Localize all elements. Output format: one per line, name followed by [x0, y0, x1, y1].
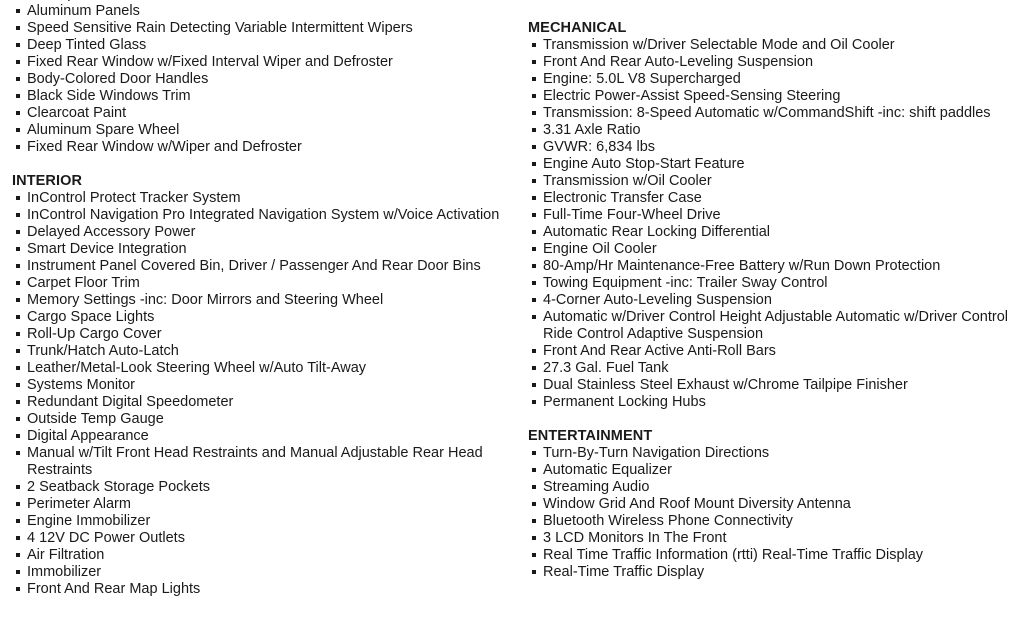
list-item: Systems Monitor — [12, 377, 512, 394]
list-item: Roll-Up Cargo Cover — [12, 326, 512, 343]
list-item: Transmission: 8-Speed Automatic w/CommandShift -inc: shift paddles — [528, 105, 1018, 122]
list-item: Real-Time Traffic Display — [528, 564, 1018, 581]
list-item: 3 LCD Monitors In The Front — [528, 530, 1018, 547]
list-item: Towing Equipment -inc: Trailer Sway Control — [528, 275, 1018, 292]
list-item: 3.31 Axle Ratio — [528, 122, 1018, 139]
list-item: 27.3 Gal. Fuel Tank — [528, 360, 1018, 377]
list-item: Carpet Floor Trim — [12, 275, 512, 292]
list-item: Front And Rear Active Anti-Roll Bars — [528, 343, 1018, 360]
interior-title: INTERIOR — [12, 173, 83, 189]
entertainment-list — [528, 445, 1018, 581]
list-item: Speed Sensitive Rain Detecting Variable Intermittent Wipers — [12, 20, 512, 37]
list-item: InControl Navigation Pro Integrated Navigation System w/Voice Activation — [12, 207, 512, 224]
list-item: Full-Time Four-Wheel Drive — [528, 207, 1018, 224]
list-item: Memory Settings -inc: Door Mirrors and Steering Wheel — [12, 292, 512, 309]
list-item: Deep Tinted Glass — [12, 37, 512, 54]
entertainment-title: ENTERTAINMENT — [528, 428, 653, 444]
list-item: Aluminum Spare Wheel — [12, 122, 512, 139]
list-item: Automatic w/Driver Control Height Adjustable Automatic w/Driver Control Ride Control Adaptive Suspension — [528, 309, 1018, 343]
interior-list — [12, 190, 512, 598]
list-item: Outside Temp Gauge — [12, 411, 512, 428]
list-item: Instrument Panel Covered Bin, Driver / Passenger And Rear Door Bins — [12, 258, 512, 275]
list-item: Electronic Transfer Case — [528, 190, 1018, 207]
list-item: 4 12V DC Power Outlets — [12, 530, 512, 547]
list-item: Front And Rear Map Lights — [12, 581, 512, 598]
entertainment-section — [528, 428, 1018, 581]
list-item: Front And Rear Auto-Leveling Suspension — [528, 54, 1018, 71]
mechanical-section — [528, 20, 1018, 411]
list-item: Automatic Equalizer — [528, 462, 1018, 479]
list-item: Dual Stainless Steel Exhaust w/Chrome Tailpipe Finisher — [528, 377, 1018, 394]
mechanical-title: MECHANICAL — [528, 20, 627, 36]
list-item: Manual w/Tilt Front Head Restraints and Manual Adjustable Rear Head Restraints — [12, 445, 512, 479]
list-item: Cargo Space Lights — [12, 309, 512, 326]
list-item: Engine Immobilizer — [12, 513, 512, 530]
list-item: Permanent Locking Hubs — [528, 394, 1018, 411]
list-item: Redundant Digital Speedometer — [12, 394, 512, 411]
list-item: Smart Device Integration — [12, 241, 512, 258]
left-column — [12, 0, 512, 598]
list-item: GVWR: 6,834 lbs — [528, 139, 1018, 156]
mechanical-list — [528, 37, 1018, 411]
list-item: Clearcoat Paint — [12, 105, 512, 122]
right-column — [528, 0, 1018, 581]
list-item: Turn-By-Turn Navigation Directions — [528, 445, 1018, 462]
exterior-section — [12, 3, 512, 156]
list-item: Bluetooth Wireless Phone Connectivity — [528, 513, 1018, 530]
list-item: Black Side Windows Trim — [12, 88, 512, 105]
list-item: Trunk/Hatch Auto-Latch — [12, 343, 512, 360]
list-item: Perimeter Alarm — [12, 496, 512, 513]
list-item: 80-Amp/Hr Maintenance-Free Battery w/Run Down Protection — [528, 258, 1018, 275]
list-item: Leather/Metal-Look Steering Wheel w/Auto Tilt-Away — [12, 360, 512, 377]
list-item: Air Filtration — [12, 547, 512, 564]
list-item: Fixed Rear Window w/Fixed Interval Wiper and Defroster — [12, 54, 512, 71]
list-item: Transmission w/Driver Selectable Mode and Oil Cooler — [528, 37, 1018, 54]
list-item: Fixed Rear Window w/Wiper and Defroster — [12, 139, 512, 156]
list-item: Electric Power-Assist Speed-Sensing Steering — [528, 88, 1018, 105]
list-item: InControl Protect Tracker System — [12, 190, 512, 207]
interior-section — [12, 173, 512, 598]
list-item: Window Grid And Roof Mount Diversity Antenna — [528, 496, 1018, 513]
exterior-list — [12, 3, 512, 156]
list-item: Engine Oil Cooler — [528, 241, 1018, 258]
list-item: Engine: 5.0L V8 Supercharged — [528, 71, 1018, 88]
list-item: Immobilizer — [12, 564, 512, 581]
list-item: Transmission w/Oil Cooler — [528, 173, 1018, 190]
list-item: Digital Appearance — [12, 428, 512, 445]
list-item: Body-Colored Door Handles — [12, 71, 512, 88]
list-item: Real Time Traffic Information (rtti) Real-Time Traffic Display — [528, 547, 1018, 564]
list-item: Automatic Rear Locking Differential — [528, 224, 1018, 241]
list-item: 2 Seatback Storage Pockets — [12, 479, 512, 496]
list-item: 4-Corner Auto-Leveling Suspension — [528, 292, 1018, 309]
list-item: Aluminum Panels — [12, 3, 512, 20]
list-item: Streaming Audio — [528, 479, 1018, 496]
list-item: Delayed Accessory Power — [12, 224, 512, 241]
list-item: Engine Auto Stop-Start Feature — [528, 156, 1018, 173]
